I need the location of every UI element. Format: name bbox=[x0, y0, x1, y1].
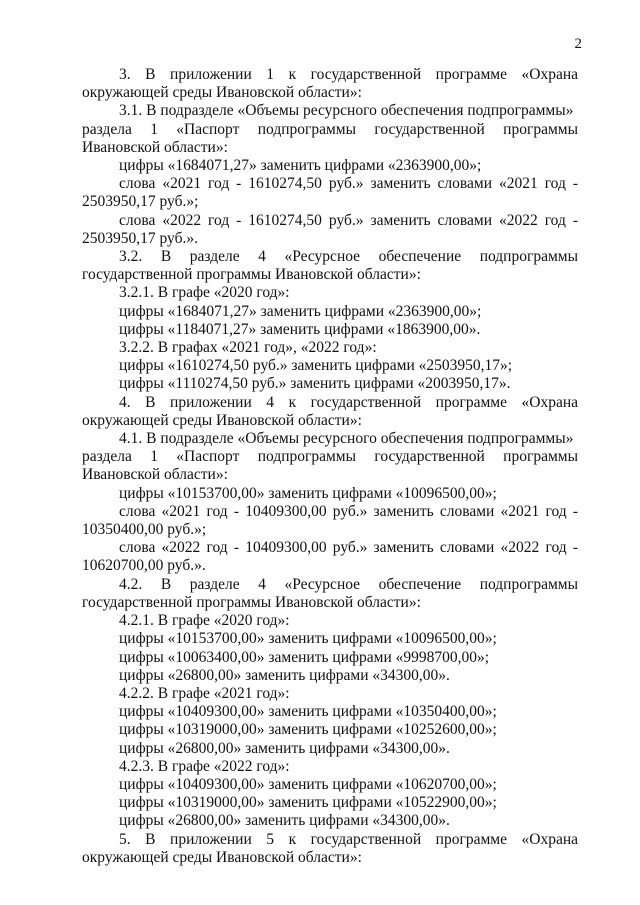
document-body bbox=[82, 66, 578, 867]
text-line: государственной программы Ивановской области»: bbox=[82, 593, 421, 611]
text-line: 2503950,17 руб.»; bbox=[82, 193, 199, 211]
text-line: 4.2.3. В графе «2022 год»: bbox=[119, 757, 290, 775]
text-line: слова «2022 год - 1610274,50 руб.» заменить словами «2022 год - bbox=[119, 211, 578, 229]
text-line: цифры «26800,00» заменить цифрами «34300,00». bbox=[119, 739, 450, 757]
text-line: 3.2.2. В графах «2021 год», «2022 год»: bbox=[119, 339, 377, 357]
text-line: 3.1. В подразделе «Объемы ресурсного обеспечения подпрограммы» bbox=[119, 102, 574, 120]
text-line: 10620700,00 руб.». bbox=[82, 557, 206, 575]
text-line: 4.2.1. В графе «2020 год»: bbox=[119, 612, 290, 630]
text-line: 4. В приложении 4 к государственной программе «Охрана bbox=[119, 393, 578, 411]
text-line: цифры «10319000,00» заменить цифрами «10252600,00»; bbox=[119, 721, 497, 739]
text-line: цифры «26800,00» заменить цифрами «34300,00». bbox=[119, 666, 450, 684]
text-line: слова «2022 год - 10409300,00 руб.» заменить словами «2022 год - bbox=[119, 539, 578, 557]
text-line: 10350400,00 руб.»; bbox=[82, 521, 207, 539]
text-line: цифры «10153700,00» заменить цифрами «10096500,00»; bbox=[119, 484, 497, 502]
text-line: цифры «10409300,00» заменить цифрами «10350400,00»; bbox=[119, 703, 497, 721]
text-line: цифры «1684071,27» заменить цифрами «2363900,00»; bbox=[119, 302, 482, 320]
text-line: 3. В приложении 1 к государственной программе «Охрана bbox=[119, 66, 578, 83]
text-line: цифры «1110274,50 руб.» заменить цифрами «2003950,17». bbox=[119, 375, 511, 393]
text-line: раздела 1 «Паспорт подпрограммы государственной программы bbox=[82, 120, 578, 138]
page-number: 2 bbox=[574, 36, 582, 52]
text-line: цифры «10319000,00» заменить цифрами «10522900,00»; bbox=[119, 794, 497, 812]
text-line: 3.2.1. В графе «2020 год»: bbox=[119, 284, 290, 302]
text-line: цифры «1610274,50 руб.» заменить цифрами «2503950,17»; bbox=[119, 357, 513, 375]
text-line: Ивановской области»: bbox=[82, 466, 228, 484]
text-line: 4.2.2. В графе «2021 год»: bbox=[119, 684, 290, 702]
text-line: слова «2021 год - 1610274,50 руб.» заменить словами «2021 год - bbox=[119, 175, 578, 193]
text-line: 2503950,17 руб.». bbox=[82, 229, 198, 247]
text-line: 5. В приложении 5 к государственной программе «Охрана bbox=[119, 830, 578, 848]
text-line: цифры «10063400,00» заменить цифрами «9998700,00»; bbox=[119, 648, 490, 666]
text-line: цифры «26800,00» заменить цифрами «34300,00». bbox=[119, 812, 450, 830]
text-line: цифры «1684071,27» заменить цифрами «2363900,00»; bbox=[119, 157, 482, 175]
text-line: раздела 1 «Паспорт подпрограммы государственной программы bbox=[82, 448, 578, 466]
text-line: окружающей среды Ивановской области»: bbox=[82, 411, 362, 429]
text-line: цифры «10153700,00» заменить цифрами «10096500,00»; bbox=[119, 630, 497, 648]
text-line: слова «2021 год - 10409300,00 руб.» заменить словами «2021 год - bbox=[119, 502, 578, 520]
text-line: окружающей среды Ивановской области»: bbox=[82, 84, 362, 102]
text-line: Ивановской области»: bbox=[82, 138, 228, 156]
text-line: 4.1. В подразделе «Объемы ресурсного обеспечения подпрограммы» bbox=[119, 430, 574, 448]
text-line: цифры «1184071,27» заменить цифрами «1863900,00». bbox=[119, 320, 481, 338]
text-line: государственной программы Ивановской области»: bbox=[82, 266, 421, 284]
text-line: цифры «10409300,00» заменить цифрами «10620700,00»; bbox=[119, 775, 497, 793]
text-line: 4.2. В разделе 4 «Ресурсное обеспечение подпрограммы bbox=[119, 575, 578, 593]
text-line: окружающей среды Ивановской области»: bbox=[82, 848, 362, 866]
text-line: 3.2. В разделе 4 «Ресурсное обеспечение подпрограммы bbox=[119, 248, 578, 266]
